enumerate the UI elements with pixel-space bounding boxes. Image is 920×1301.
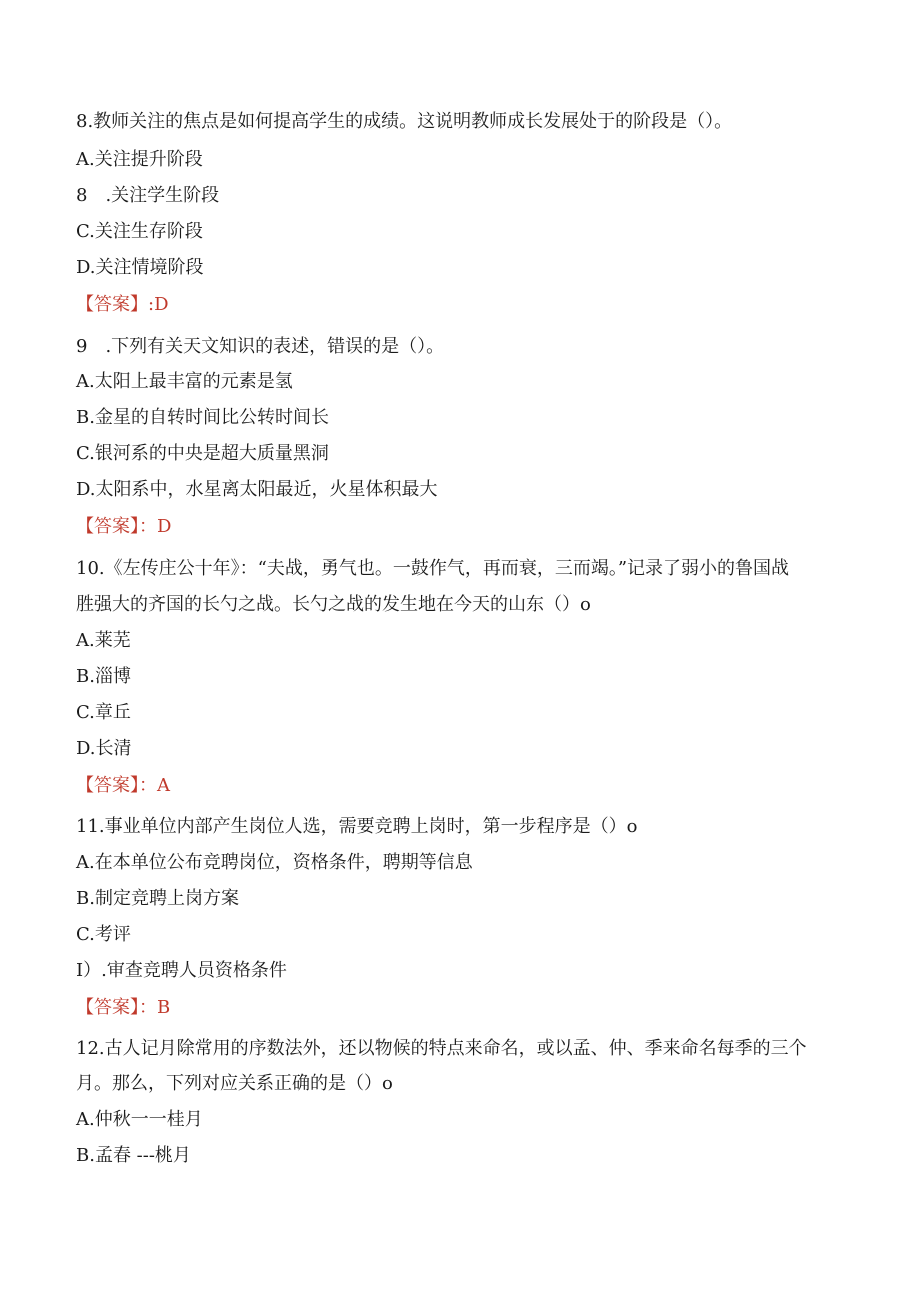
option-9b: B.金星的自转时间比公转时间长 [76,407,329,428]
option-10a: A.莱芜 [76,630,131,651]
option-8d: D.关注情境阶段 [76,257,204,278]
question-10-line2: 胜强大的齐国的长勺之战。长勺之战的发生地在今天的山东（）o [76,594,591,615]
option-9d: D.太阳系中，水星离太阳最近，火星体积最大 [76,479,438,500]
option-11d: I）.审查竞聘人员资格条件 [76,960,287,981]
option-8b: 8 .关注学生阶段 [76,185,220,206]
question-12-line2: 月。那么，下列对应关系正确的是（）o [76,1073,393,1094]
option-12a: A.仲秋一一桂月 [76,1109,203,1130]
answer-9: 【答案】：D [76,516,172,537]
question-11: 11.事业单位内部产生岗位人选，需要竞聘上岗时，第一步程序是（）o [76,816,638,837]
option-9c: C.银河系的中央是超大质量黑洞 [76,443,329,464]
option-8a: A.关注提升阶段 [76,149,203,170]
option-11c: C.考评 [76,924,131,945]
option-11b: B.制定竞聘上岗方案 [76,888,239,909]
question-9: 9 .下列有关天文知识的表述，错误的是（）。 [76,336,445,357]
question-10-line1: 10.《左传庄公十年》：“夫战，勇气也。一鼓作气，再而衰，三而竭。”记录了弱小的鲁国战 [76,558,790,579]
question-12-line1: 12.古人记月除常用的序数法外，还以物候的特点来命名，或以孟、仲、季来命名每季的三个 [76,1038,807,1059]
answer-11: 【答案】：B [76,997,171,1018]
option-10d: D.长清 [76,738,132,759]
option-9a: A.太阳上最丰富的元素是氢 [76,371,293,392]
option-12b: B.孟春 ---桃月 [76,1145,191,1166]
option-10c: C.章丘 [76,702,131,723]
option-11a: A.在本单位公布竞聘岗位，资格条件，聘期等信息 [76,852,473,873]
answer-10: 【答案】：A [76,775,170,796]
option-10b: B.淄博 [76,666,131,687]
question-8: 8.教师关注的焦点是如何提高学生的成绩。这说明教师成长发展处于的阶段是（）。 [76,111,733,132]
option-8c: C.关注生存阶段 [76,221,203,242]
answer-8: 【答案】:D [76,294,169,315]
